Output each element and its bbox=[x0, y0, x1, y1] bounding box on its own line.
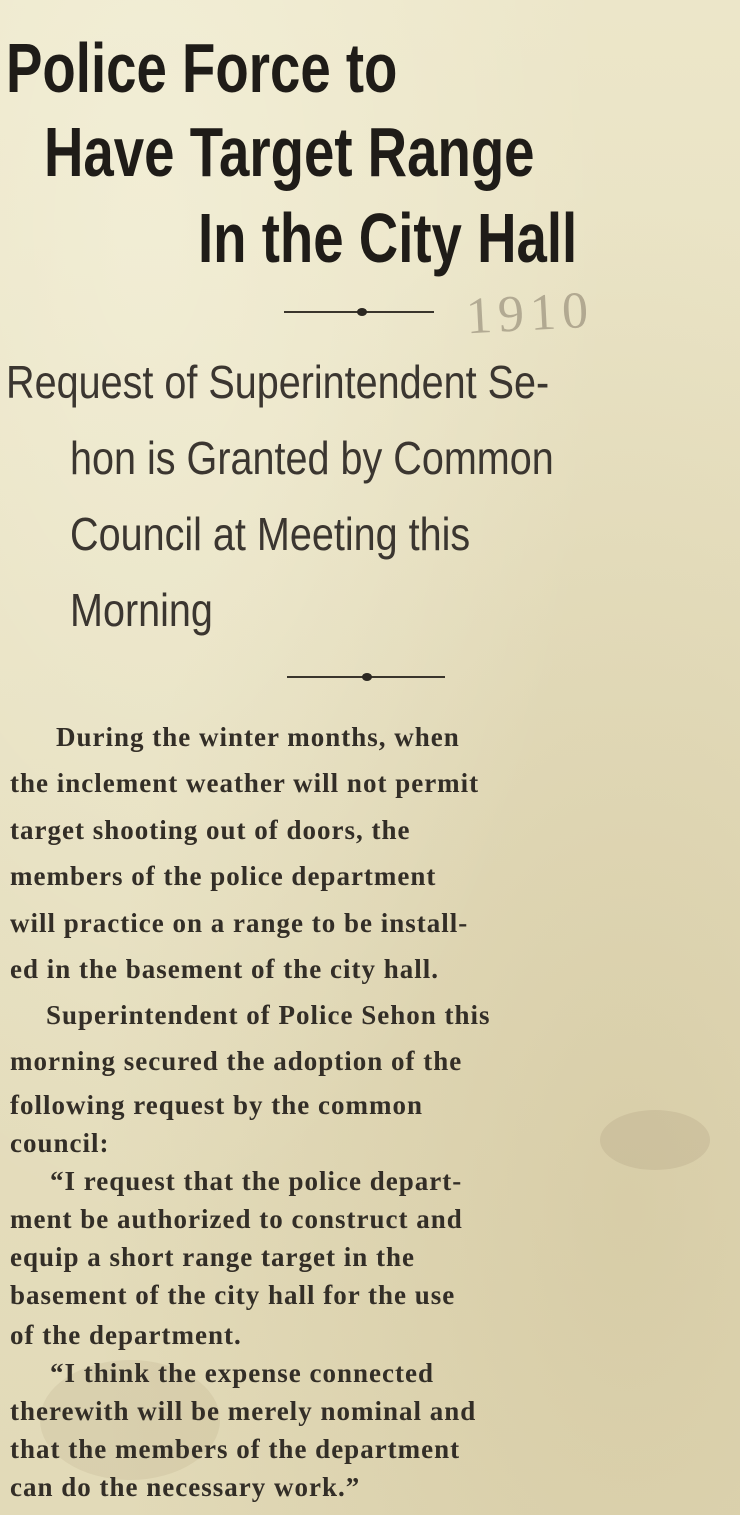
body-text-line: equip a short range target in the bbox=[10, 1242, 415, 1272]
body-text-line: basement of the city hall for the use bbox=[10, 1280, 456, 1310]
subhead-line-2: hon is Granted by Common bbox=[70, 432, 554, 484]
body-text-line: of the department. bbox=[10, 1320, 242, 1350]
body-text-line: can do the necessary work.” bbox=[10, 1472, 361, 1502]
body-text-line: morning secured the adoption of the bbox=[10, 1046, 463, 1076]
subhead-line-4: Morning bbox=[70, 584, 213, 636]
subhead-line-1: Request of Superintendent Se- bbox=[6, 356, 550, 408]
body-text-line: During the winter months, when bbox=[56, 722, 460, 752]
body-text-line: members of the police department bbox=[10, 861, 437, 891]
divider-dot-top bbox=[357, 308, 367, 316]
handwritten-year-note: 1910 bbox=[464, 281, 596, 346]
body-text-line: therewith will be merely nominal and bbox=[10, 1396, 477, 1426]
body-text-line: target shooting out of doors, the bbox=[10, 815, 411, 845]
body-text-line: ed in the basement of the city hall. bbox=[10, 954, 439, 984]
body-text-line: ment be authorized to construct and bbox=[10, 1204, 463, 1234]
divider-dot-bottom bbox=[362, 673, 372, 681]
body-text-line: “I think the expense connected bbox=[50, 1358, 435, 1388]
body-text-line: that the members of the department bbox=[10, 1434, 461, 1464]
body-text-line: the inclement weather will not permit bbox=[10, 768, 480, 798]
body-text-line: Superintendent of Police Sehon this bbox=[46, 1000, 491, 1030]
paper-stain bbox=[600, 1110, 710, 1170]
subhead-line-3: Council at Meeting this bbox=[70, 508, 471, 560]
headline-line-2: Have Target Range bbox=[44, 113, 535, 191]
headline-line-3: In the City Hall bbox=[198, 199, 578, 277]
body-text-line: council: bbox=[10, 1128, 110, 1158]
body-text-line: “I request that the police depart- bbox=[50, 1166, 463, 1196]
body-text-line: will practice on a range to be install- bbox=[10, 908, 469, 938]
body-text-line: following request by the common bbox=[10, 1090, 423, 1120]
headline-line-1: Police Force to bbox=[6, 29, 398, 107]
